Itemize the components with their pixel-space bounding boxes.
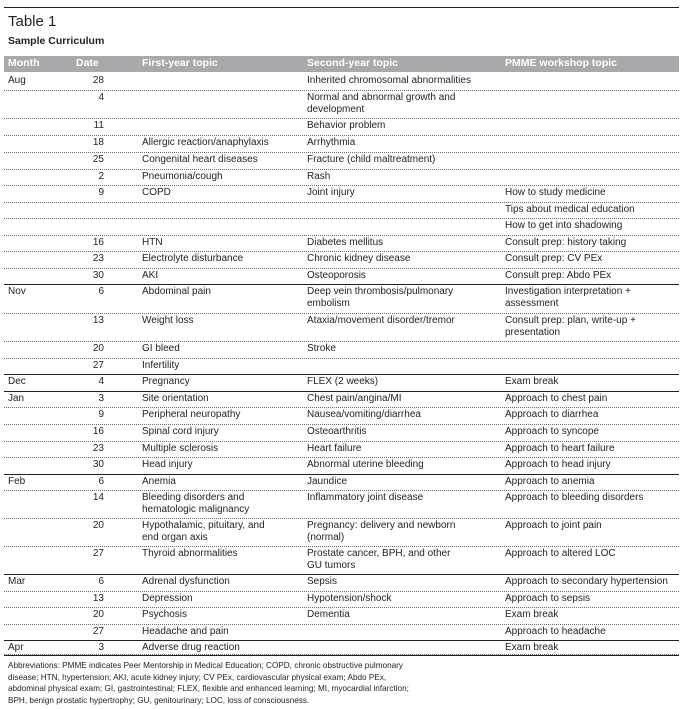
table-row — [4, 491, 679, 519]
second-year-cell: Abnormal uterine bleeding — [307, 459, 424, 470]
pmme-cell: Exam break — [505, 376, 559, 387]
second-year-cell: Osteoporosis — [307, 270, 366, 281]
first-year-cell: COPD — [142, 187, 171, 198]
table-row — [4, 219, 679, 236]
second-year-cell: Fracture (child maltreatment) — [307, 154, 436, 165]
date-cell: 25 — [92, 154, 104, 165]
first-year-cell: Adrenal dysfunction — [142, 576, 230, 587]
date-cell: 11 — [93, 120, 104, 131]
second-year-cell: Pregnancy: delivery and newborn (normal) — [307, 520, 456, 543]
date-cell: 30 — [92, 459, 104, 470]
header-first-year: First-year topic — [142, 57, 218, 69]
first-year-cell: Abdominal pain — [142, 286, 211, 297]
pmme-cell: Consult prep: CV PEx — [505, 253, 603, 264]
table-row — [4, 519, 679, 547]
pmme-cell: Approach to diarrhea — [505, 409, 599, 420]
table-row — [4, 425, 679, 442]
second-year-cell: Heart failure — [307, 443, 362, 454]
table-row — [4, 236, 679, 252]
date-cell: 20 — [92, 609, 104, 620]
pmme-cell: Consult prep: plan, write-up + presentation — [505, 315, 636, 338]
pmme-cell: Approach to heart failure — [505, 443, 615, 454]
pmme-cell: Exam break — [505, 609, 559, 620]
first-year-cell: Anemia — [142, 476, 176, 487]
pmme-cell: Approach to bleeding disorders — [505, 492, 644, 503]
date-cell: 23 — [92, 443, 104, 454]
date-cell: 16 — [92, 237, 104, 248]
date-cell: 14 — [92, 492, 104, 503]
header-pmme: PMME workshop topic — [505, 57, 618, 69]
first-year-cell: Head injury — [142, 459, 193, 470]
date-cell: 13 — [92, 315, 104, 326]
pmme-cell: Approach to sepsis — [505, 593, 591, 604]
second-year-cell: Inherited chromosomal abnormalities — [307, 75, 471, 86]
second-year-cell: Joint injury — [307, 187, 355, 198]
table-row — [4, 575, 679, 592]
pmme-cell: Exam break — [505, 642, 559, 653]
second-year-cell: Prostate cancer, BPH, and other GU tumors — [307, 548, 451, 571]
date-cell: 2 — [98, 171, 104, 182]
date-cell: 27 — [92, 360, 104, 371]
second-year-cell: Deep vein thrombosis/pulmonary embolism — [307, 286, 454, 309]
first-year-cell: Multiple sclerosis — [142, 443, 219, 454]
second-year-cell: Rash — [307, 171, 331, 182]
pmme-cell: Approach to headache — [505, 626, 606, 637]
first-year-cell: Depression — [142, 593, 193, 604]
second-year-cell: Dementia — [307, 609, 350, 620]
first-year-cell: AKI — [142, 270, 159, 281]
bottom-rule — [4, 655, 679, 656]
table-row — [4, 625, 679, 641]
table-row — [4, 119, 679, 136]
date-cell: 27 — [92, 626, 104, 637]
date-cell: 6 — [98, 476, 104, 487]
second-year-cell: Diabetes mellitus — [307, 237, 384, 248]
table-subtitle: Sample Curriculum — [8, 35, 105, 47]
first-year-cell: Peripheral neuropathy — [142, 409, 241, 420]
pmme-cell: Approach to secondary hypertension — [505, 576, 668, 587]
second-year-cell: Stroke — [307, 343, 336, 354]
first-year-cell: Hypothalamic, pituitary, and end organ axis — [142, 520, 265, 543]
second-year-cell: Arrhythmia — [307, 137, 356, 148]
pmme-cell: Approach to chest pain — [505, 393, 608, 404]
second-year-cell: Sepsis — [307, 576, 338, 587]
top-rule — [4, 7, 679, 8]
month-cell: Feb — [8, 476, 26, 487]
table-row — [4, 342, 679, 359]
table-row — [4, 269, 679, 285]
second-year-cell: Nausea/vomiting/diarrhea — [307, 409, 421, 420]
date-cell: 3 — [98, 642, 104, 653]
pmme-cell: Approach to head injury — [505, 459, 611, 470]
date-cell: 20 — [92, 343, 104, 354]
table-row — [4, 359, 679, 375]
table-row — [4, 203, 679, 219]
second-year-cell: Ataxia/movement disorder/tremor — [307, 315, 455, 326]
second-year-cell: Hypotension/shock — [307, 593, 392, 604]
table-row — [4, 608, 679, 625]
first-year-cell: Headache and pain — [142, 626, 229, 637]
month-cell: Mar — [8, 576, 26, 587]
first-year-cell: Psychosis — [142, 609, 188, 620]
table-row — [4, 592, 679, 608]
pmme-cell: Consult prep: history taking — [505, 237, 627, 248]
first-year-cell: Weight loss — [142, 315, 194, 326]
date-cell: 13 — [92, 593, 104, 604]
header-month: Month — [8, 57, 40, 69]
table-row — [4, 458, 679, 475]
date-cell: 6 — [98, 286, 104, 297]
date-cell: 3 — [98, 393, 104, 404]
first-year-cell: Adverse drug reaction — [142, 642, 240, 653]
second-year-cell: Osteoarthritis — [307, 426, 367, 437]
first-year-cell: GI bleed — [142, 343, 180, 354]
table-row — [4, 91, 679, 119]
first-year-cell: Infertility — [142, 360, 180, 371]
pmme-cell: Approach to joint pain — [505, 520, 602, 531]
first-year-cell: HTN — [142, 237, 163, 248]
date-cell: 20 — [92, 520, 104, 531]
date-cell: 30 — [92, 270, 104, 281]
first-year-cell: Thyroid abnormalities — [142, 548, 238, 559]
pmme-cell: Investigation interpretation + assessment — [505, 286, 631, 309]
first-year-cell: Allergic reaction/anaphylaxis — [142, 137, 269, 148]
first-year-cell: Pneumonia/cough — [142, 171, 223, 182]
header-second-year: Second-year topic — [307, 57, 399, 69]
table-row — [4, 153, 679, 170]
date-cell: 27 — [92, 548, 104, 559]
month-cell: Dec — [8, 376, 26, 387]
first-year-cell: Site orientation — [142, 393, 209, 404]
table-row — [4, 74, 679, 91]
first-year-cell: Pregnancy — [142, 376, 190, 387]
table-row — [4, 547, 679, 575]
month-cell: Jan — [8, 393, 25, 404]
table-row — [4, 408, 679, 425]
date-cell: 23 — [92, 253, 104, 264]
pmme-cell: How to study medicine — [505, 187, 606, 198]
date-cell: 6 — [98, 576, 104, 587]
table-row — [4, 392, 679, 408]
table-row — [4, 475, 679, 491]
pmme-cell: Consult prep: Abdo PEx — [505, 270, 612, 281]
table-row — [4, 375, 679, 392]
table-row — [4, 186, 679, 203]
table-row — [4, 442, 679, 458]
table-row — [4, 170, 679, 186]
pmme-cell: Tips about medical education — [505, 204, 635, 215]
date-cell: 4 — [98, 92, 104, 103]
pmme-cell: Approach to altered LOC — [505, 548, 616, 559]
month-cell: Nov — [8, 286, 26, 297]
date-cell: 18 — [92, 137, 104, 148]
first-year-cell: Bleeding disorders and hematologic malignancy — [142, 492, 250, 515]
date-cell: 28 — [92, 75, 104, 86]
second-year-cell: Chest pain/angina/MI — [307, 393, 402, 404]
pmme-cell: How to get into shadowing — [505, 220, 623, 231]
month-cell: Aug — [8, 75, 26, 86]
second-year-cell: FLEX (2 weeks) — [307, 376, 379, 387]
table-row — [4, 314, 679, 342]
header-date: Date — [76, 57, 99, 69]
table-footnote: Abbreviations: PMME indicates Peer Mentorship in Medical Education; COPD, chronic obstructive pulmonary disease; HTN, hypertension; AKI, acute kidney injury; CV PEx, cardiovascular physical exam; Abdo PEx, abdominal physical exam; GI, gastrointestinal; FLEX, flexible and enhanced learning; MI, myocardial infarction; BPH, benign prostatic hypertrophy; GU, genitourinary; LOC, loss of consciousness. — [8, 661, 409, 705]
second-year-cell: Behavior problem — [307, 120, 386, 131]
pmme-cell: Approach to syncope — [505, 426, 599, 437]
first-year-cell: Congenital heart diseases — [142, 154, 258, 165]
second-year-cell: Jaundice — [307, 476, 348, 487]
date-cell: 4 — [98, 376, 104, 387]
table-title: Table 1 — [8, 13, 57, 30]
second-year-cell: Inflammatory joint disease — [307, 492, 424, 503]
second-year-cell: Normal and abnormal growth and development — [307, 92, 456, 115]
month-cell: Apr — [8, 642, 24, 653]
pmme-cell: Approach to anemia — [505, 476, 595, 487]
second-year-cell: Chronic kidney disease — [307, 253, 411, 264]
date-cell: 9 — [98, 187, 104, 198]
first-year-cell: Spinal cord injury — [142, 426, 219, 437]
table-row — [4, 641, 679, 655]
date-cell: 9 — [98, 409, 104, 420]
first-year-cell: Electrolyte disturbance — [142, 253, 244, 264]
table-row — [4, 252, 679, 269]
date-cell: 16 — [92, 426, 104, 437]
table-row — [4, 136, 679, 153]
table-row — [4, 285, 679, 314]
